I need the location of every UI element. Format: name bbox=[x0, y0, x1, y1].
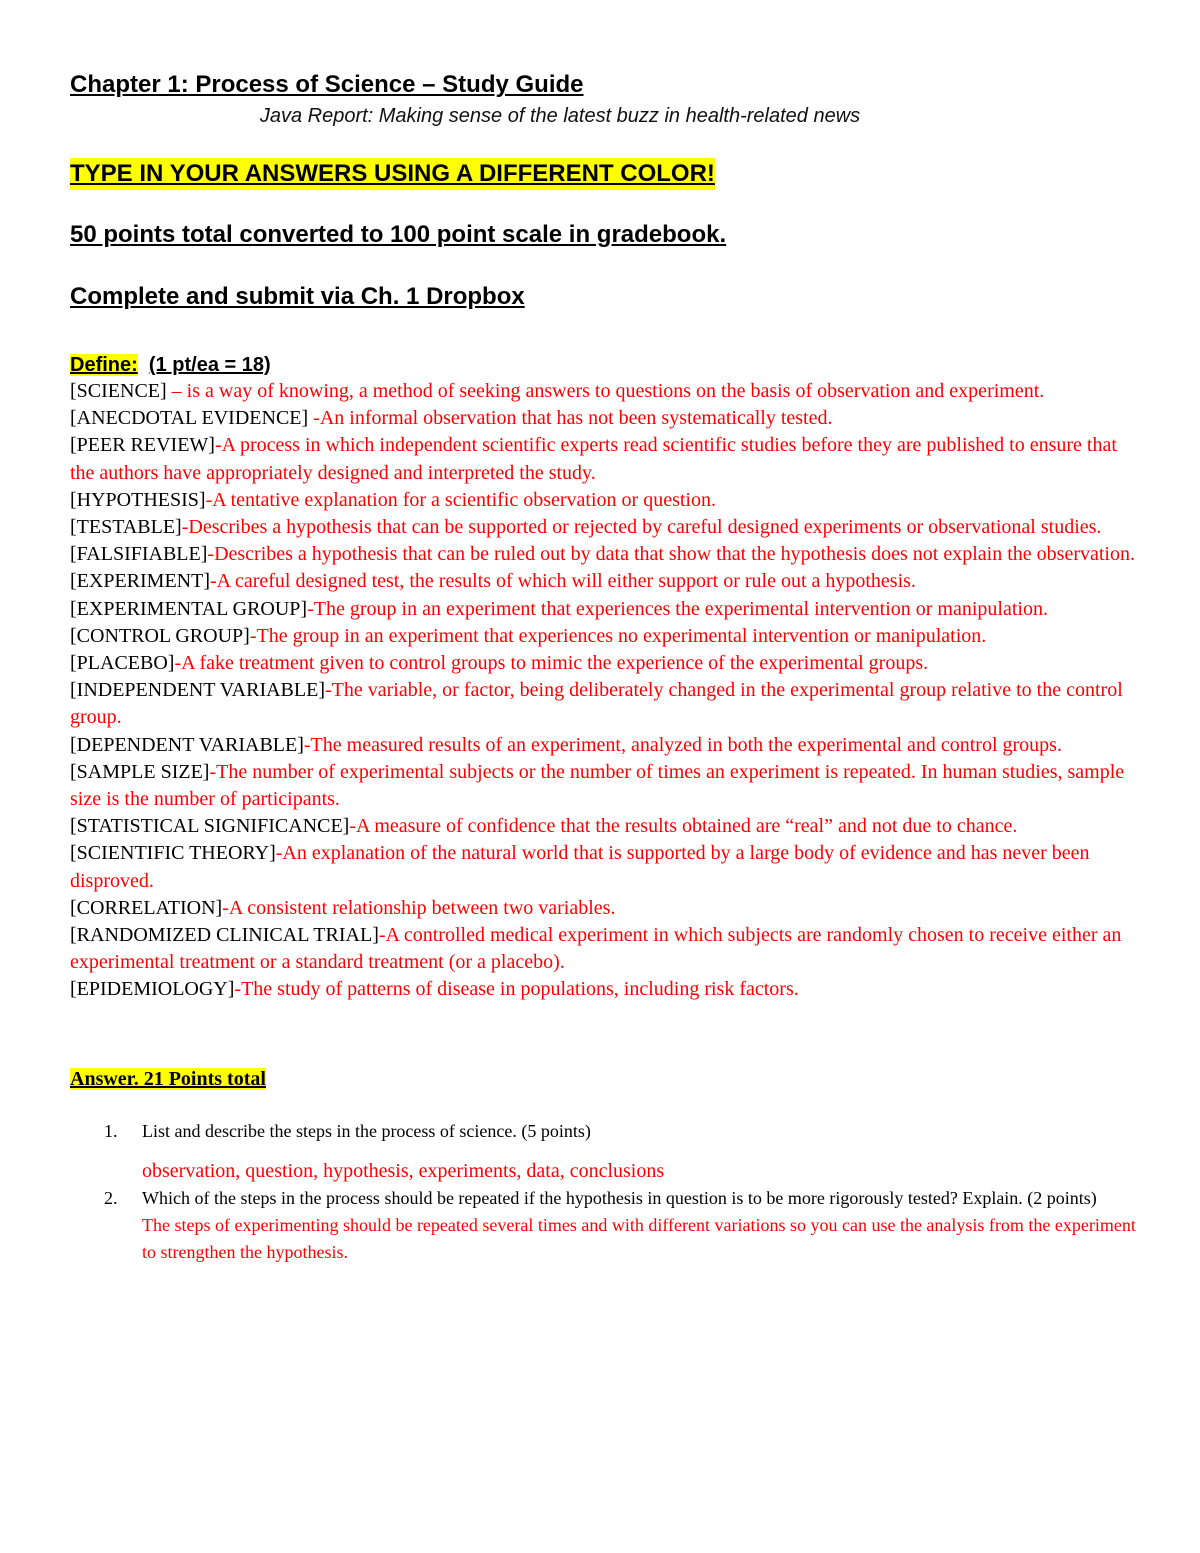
definition-item bbox=[70, 732, 1140, 759]
definition-item bbox=[70, 759, 1140, 813]
definition-item bbox=[70, 487, 1140, 514]
term-definition: -A careful designed test, the results of which will either support or rule out a hypothesis. bbox=[209, 570, 916, 593]
definition-item bbox=[70, 650, 1140, 677]
term-name: [STATISTICAL SIGNIFICANCE] bbox=[70, 815, 350, 838]
term-definition: -An explanation of the natural world that is supported by a large body of evidence and has never been disproved. bbox=[70, 842, 1090, 892]
term-definition: -The group in an experiment that experiences no experimental intervention or manipulation. bbox=[249, 624, 987, 647]
submit-note: Complete and submit via Ch. 1 Dropbox bbox=[70, 283, 525, 310]
question-item bbox=[70, 1185, 1140, 1266]
term-name: [PLACEBO] bbox=[70, 652, 175, 675]
term-definition: -Describes a hypothesis that can be ruled out by data that show that the hypothesis does not explain the observation. bbox=[207, 543, 1135, 566]
term-definition: -A controlled medical experiment in which subjects are randomly chosen to receive either an experimental treatment or a standard treatment (or a placebo). bbox=[70, 924, 1122, 974]
term-definition: -Describes a hypothesis that can be supported or rejected by careful designed experiments or observational studies. bbox=[181, 516, 1102, 539]
term-name: [INDEPENDENT VARIABLE] bbox=[70, 679, 325, 702]
definition-item bbox=[70, 541, 1140, 568]
answer-response: observation, question, hypothesis, experiments, data, conclusions bbox=[142, 1159, 665, 1182]
term-name: [SCIENCE] bbox=[70, 380, 167, 402]
definition-item bbox=[70, 976, 1140, 1003]
definition-list bbox=[70, 378, 1140, 1004]
definition-item bbox=[70, 568, 1140, 595]
definition-item bbox=[70, 514, 1140, 541]
term-definition: -An informal observation that has not been systematically tested. bbox=[308, 407, 833, 430]
define-heading bbox=[70, 352, 1140, 378]
term-definition: -A measure of confidence that the results obtained are “real” and not due to chance. bbox=[349, 815, 1018, 838]
question-item bbox=[70, 1118, 1140, 1145]
term-name: [TESTABLE] bbox=[70, 516, 182, 539]
definition-item bbox=[70, 840, 1140, 894]
term-definition: -A fake treatment given to control groups to mimic the experience of the experimental groups. bbox=[174, 652, 929, 675]
definition-item bbox=[70, 895, 1140, 922]
instruction-banner: TYPE IN YOUR ANSWERS USING A DIFFERENT COLOR! bbox=[70, 158, 715, 190]
question-text: List and describe the steps in the process of science. (5 points) bbox=[142, 1120, 591, 1141]
term-definition: -The study of patterns of disease in populations, including risk factors. bbox=[234, 978, 799, 1001]
definition-item bbox=[70, 378, 1140, 405]
term-definition: -The variable, or factor, being deliberately changed in the experimental group relative to the control group. bbox=[70, 679, 1123, 729]
question-number: 2. bbox=[104, 1187, 118, 1208]
term-definition: -A tentative explanation for a scientific observation or question. bbox=[205, 488, 716, 511]
answer-heading-text: Answer. 21 Points total bbox=[70, 1067, 266, 1090]
term-definition: -The group in an experiment that experiences the experimental intervention or manipulation. bbox=[307, 597, 1048, 620]
definition-item bbox=[70, 922, 1140, 976]
page-subtitle: Java Report: Making sense of the latest buzz in health-related news bbox=[259, 105, 861, 127]
term-name: [SAMPLE SIZE] bbox=[70, 760, 210, 783]
question-number: 1. bbox=[104, 1120, 118, 1141]
term-name: [EXPERIMENT] bbox=[70, 570, 210, 593]
term-definition: -The measured results of an experiment, analyzed in both the experimental and control groups. bbox=[303, 733, 1062, 756]
term-name: [CORRELATION] bbox=[70, 896, 223, 919]
question-text: Which of the steps in the process should be repeated if the hypothesis in question is to be more rigorously tested? Explain. (2 points) bbox=[142, 1187, 1097, 1208]
term-name: [RANDOMIZED CLINICAL TRIAL] bbox=[70, 924, 379, 947]
definition-item bbox=[70, 432, 1140, 486]
define-label: Define: bbox=[70, 354, 138, 376]
definition-item bbox=[70, 813, 1140, 840]
term-definition: -The number of experimental subjects or the number of times an experiment is repeated. In human studies, sample size is the number of participants. bbox=[70, 760, 1125, 811]
define-points: (1 pt/ea = 18) bbox=[148, 354, 271, 376]
question-list bbox=[70, 1118, 1140, 1266]
page-title: Chapter 1: Process of Science – Study Guide bbox=[70, 71, 584, 98]
term-name: [HYPOTHESIS] bbox=[70, 488, 206, 511]
definition-item bbox=[70, 596, 1140, 623]
term-name: [DEPENDENT VARIABLE] bbox=[70, 733, 304, 756]
term-name: [CONTROL GROUP] bbox=[70, 624, 250, 647]
definition-item bbox=[70, 623, 1140, 650]
study-guide-page bbox=[70, 68, 1140, 1266]
term-definition: -A process in which independent scientific experts read scientific studies before they are published to ensure that the authors have appropriately designed and interpreted the study. bbox=[70, 434, 1117, 484]
term-name: [SCIENTIFIC THEORY] bbox=[70, 842, 276, 865]
points-note: 50 points total converted to 100 point scale in gradebook. bbox=[70, 221, 727, 248]
term-definition: – is a way of knowing, a method of seeking answers to questions on the basis of observation and experiment. bbox=[166, 380, 1045, 402]
term-name: [EPIDEMIOLOGY] bbox=[70, 978, 235, 1001]
term-definition: -A consistent relationship between two variables. bbox=[222, 896, 616, 919]
term-name: [ANECDOTAL EVIDENCE] bbox=[70, 407, 309, 430]
definition-item bbox=[70, 677, 1140, 731]
definition-item bbox=[70, 405, 1140, 432]
term-name: [EXPERIMENTAL GROUP] bbox=[70, 597, 308, 620]
answer-response: The steps of experimenting should be repeated several times and with different variations so you can use the analysis from the experiment to strengthen the hypothesis. bbox=[142, 1214, 1136, 1262]
answer-heading bbox=[70, 1066, 1140, 1092]
term-name: [PEER REVIEW] bbox=[70, 434, 215, 457]
term-name: [FALSIFIABLE] bbox=[70, 543, 208, 566]
